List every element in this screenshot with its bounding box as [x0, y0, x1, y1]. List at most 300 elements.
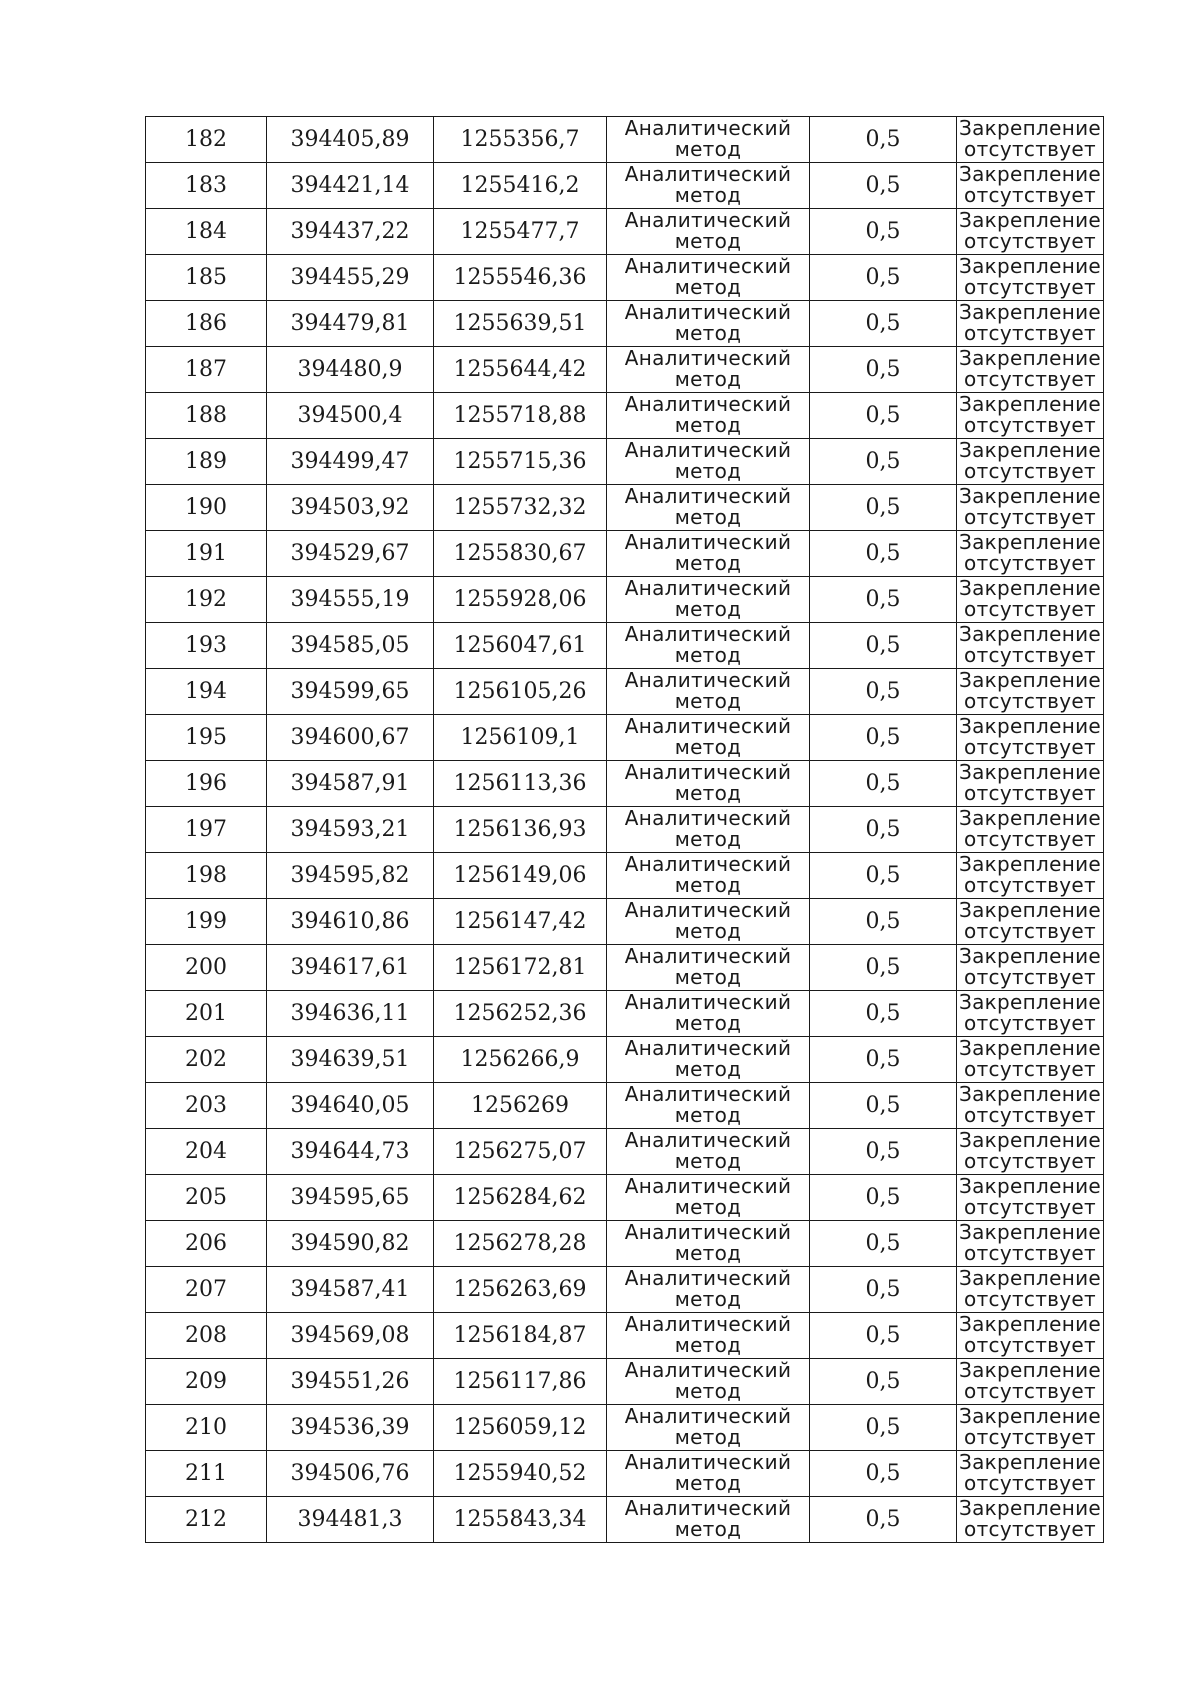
fixation-line-1: Закрепление — [958, 1220, 1101, 1244]
method-cell — [607, 393, 810, 439]
fixation-cell — [957, 117, 1104, 163]
method-line-2: метод — [674, 367, 742, 391]
accuracy-cell: 0,5 — [810, 853, 957, 899]
method-line-2: метод — [674, 597, 742, 621]
x-coordinate-cell: 394405,89 — [267, 117, 434, 163]
fixation-cell — [957, 1175, 1104, 1221]
method-cell — [607, 209, 810, 255]
fixation-line-2: отсутствует — [964, 1471, 1096, 1495]
accuracy-cell: 0,5 — [810, 393, 957, 439]
accuracy-cell: 0,5 — [810, 1359, 957, 1405]
fixation-line-2: отсутствует — [964, 1149, 1096, 1173]
y-coordinate-cell: 1255928,06 — [434, 577, 607, 623]
fixation-line-1: Закрепление — [958, 668, 1101, 692]
point-number-cell: 210 — [146, 1405, 267, 1451]
table-row — [146, 1037, 1104, 1083]
table-row — [146, 761, 1104, 807]
y-coordinate-cell: 1256105,26 — [434, 669, 607, 715]
accuracy-cell: 0,5 — [810, 1497, 957, 1543]
method-line-2: метод — [674, 1149, 742, 1173]
fixation-line-1: Закрепление — [958, 622, 1101, 646]
x-coordinate-cell: 394506,76 — [267, 1451, 434, 1497]
y-coordinate-cell: 1255477,7 — [434, 209, 607, 255]
table-row — [146, 853, 1104, 899]
fixation-line-1: Закрепление — [958, 346, 1101, 370]
method-cell — [607, 1497, 810, 1543]
y-coordinate-cell: 1255718,88 — [434, 393, 607, 439]
table-row — [146, 393, 1104, 439]
fixation-line-2: отсутствует — [964, 413, 1096, 437]
fixation-cell — [957, 255, 1104, 301]
accuracy-cell: 0,5 — [810, 715, 957, 761]
fixation-cell — [957, 669, 1104, 715]
fixation-line-2: отсутствует — [964, 689, 1096, 713]
method-line-2: метод — [674, 1195, 742, 1219]
method-line-1: Аналитический — [624, 852, 792, 876]
table-body — [146, 117, 1104, 1543]
x-coordinate-cell: 394529,67 — [267, 531, 434, 577]
method-line-1: Аналитический — [624, 1082, 792, 1106]
accuracy-cell: 0,5 — [810, 1129, 957, 1175]
method-line-1: Аналитический — [624, 438, 792, 462]
table-row — [146, 485, 1104, 531]
fixation-line-1: Закрепление — [958, 1266, 1101, 1290]
fixation-cell — [957, 531, 1104, 577]
y-coordinate-cell: 1256136,93 — [434, 807, 607, 853]
method-line-2: метод — [674, 183, 742, 207]
fixation-line-2: отсутствует — [964, 597, 1096, 621]
accuracy-cell: 0,5 — [810, 163, 957, 209]
method-line-2: метод — [674, 735, 742, 759]
table-row — [146, 715, 1104, 761]
point-number-cell: 194 — [146, 669, 267, 715]
fixation-cell — [957, 1359, 1104, 1405]
method-line-2: метод — [674, 689, 742, 713]
accuracy-cell: 0,5 — [810, 1267, 957, 1313]
accuracy-cell: 0,5 — [810, 1083, 957, 1129]
x-coordinate-cell: 394599,65 — [267, 669, 434, 715]
method-line-1: Аналитический — [624, 392, 792, 416]
method-cell — [607, 1221, 810, 1267]
fixation-line-1: Закрепление — [958, 760, 1101, 784]
fixation-line-2: отсутствует — [964, 551, 1096, 575]
method-cell — [607, 669, 810, 715]
method-line-1: Аналитический — [624, 162, 792, 186]
point-number-cell: 187 — [146, 347, 267, 393]
fixation-line-2: отсутствует — [964, 1517, 1096, 1541]
point-number-cell: 188 — [146, 393, 267, 439]
method-line-2: метод — [674, 275, 742, 299]
x-coordinate-cell: 394437,22 — [267, 209, 434, 255]
accuracy-cell: 0,5 — [810, 623, 957, 669]
method-cell — [607, 163, 810, 209]
fixation-line-1: Закрепление — [958, 806, 1101, 830]
accuracy-cell: 0,5 — [810, 577, 957, 623]
fixation-line-1: Закрепление — [958, 300, 1101, 324]
method-line-2: метод — [674, 1057, 742, 1081]
point-number-cell: 206 — [146, 1221, 267, 1267]
fixation-cell — [957, 439, 1104, 485]
method-line-2: метод — [674, 137, 742, 161]
point-number-cell: 199 — [146, 899, 267, 945]
fixation-cell — [957, 1037, 1104, 1083]
fixation-line-1: Закрепление — [958, 1312, 1101, 1336]
fixation-cell — [957, 1267, 1104, 1313]
point-number-cell: 211 — [146, 1451, 267, 1497]
x-coordinate-cell: 394639,51 — [267, 1037, 434, 1083]
fixation-line-1: Закрепление — [958, 1082, 1101, 1106]
x-coordinate-cell: 394610,86 — [267, 899, 434, 945]
method-cell — [607, 485, 810, 531]
table-row — [146, 1451, 1104, 1497]
point-number-cell: 184 — [146, 209, 267, 255]
x-coordinate-cell: 394536,39 — [267, 1405, 434, 1451]
method-cell — [607, 1405, 810, 1451]
accuracy-cell: 0,5 — [810, 945, 957, 991]
x-coordinate-cell: 394481,3 — [267, 1497, 434, 1543]
method-line-1: Аналитический — [624, 622, 792, 646]
y-coordinate-cell: 1256117,86 — [434, 1359, 607, 1405]
fixation-line-2: отсутствует — [964, 459, 1096, 483]
fixation-line-1: Закрепление — [958, 392, 1101, 416]
point-number-cell: 185 — [146, 255, 267, 301]
method-line-2: метод — [674, 965, 742, 989]
y-coordinate-cell: 1255644,42 — [434, 347, 607, 393]
method-line-2: метод — [674, 459, 742, 483]
fixation-line-1: Закрепление — [958, 1036, 1101, 1060]
fixation-line-2: отсутствует — [964, 275, 1096, 299]
y-coordinate-cell: 1256278,28 — [434, 1221, 607, 1267]
x-coordinate-cell: 394587,91 — [267, 761, 434, 807]
y-coordinate-cell: 1256059,12 — [434, 1405, 607, 1451]
accuracy-cell: 0,5 — [810, 669, 957, 715]
method-line-1: Аналитический — [624, 944, 792, 968]
method-cell — [607, 347, 810, 393]
point-number-cell: 207 — [146, 1267, 267, 1313]
table-row — [146, 255, 1104, 301]
y-coordinate-cell: 1255639,51 — [434, 301, 607, 347]
x-coordinate-cell: 394551,26 — [267, 1359, 434, 1405]
method-cell — [607, 1175, 810, 1221]
y-coordinate-cell: 1255732,32 — [434, 485, 607, 531]
fixation-line-2: отсутствует — [964, 1011, 1096, 1035]
point-number-cell: 182 — [146, 117, 267, 163]
method-line-1: Аналитический — [624, 576, 792, 600]
table-row — [146, 117, 1104, 163]
y-coordinate-cell: 1255356,7 — [434, 117, 607, 163]
y-coordinate-cell: 1255546,36 — [434, 255, 607, 301]
fixation-line-1: Закрепление — [958, 208, 1101, 232]
fixation-line-1: Закрепление — [958, 944, 1101, 968]
point-number-cell: 186 — [146, 301, 267, 347]
y-coordinate-cell: 1256149,06 — [434, 853, 607, 899]
fixation-line-1: Закрепление — [958, 1128, 1101, 1152]
point-number-cell: 195 — [146, 715, 267, 761]
fixation-line-1: Закрепление — [958, 714, 1101, 738]
x-coordinate-cell: 394590,82 — [267, 1221, 434, 1267]
method-line-2: метод — [674, 1011, 742, 1035]
fixation-cell — [957, 1129, 1104, 1175]
accuracy-cell: 0,5 — [810, 301, 957, 347]
y-coordinate-cell: 1256269 — [434, 1083, 607, 1129]
x-coordinate-cell: 394503,92 — [267, 485, 434, 531]
accuracy-cell: 0,5 — [810, 761, 957, 807]
method-cell — [607, 301, 810, 347]
accuracy-cell: 0,5 — [810, 209, 957, 255]
method-line-2: метод — [674, 229, 742, 253]
point-number-cell: 204 — [146, 1129, 267, 1175]
method-cell — [607, 117, 810, 163]
x-coordinate-cell: 394500,4 — [267, 393, 434, 439]
table-row — [146, 623, 1104, 669]
method-line-1: Аналитический — [624, 1266, 792, 1290]
accuracy-cell: 0,5 — [810, 117, 957, 163]
table-row — [146, 1267, 1104, 1313]
y-coordinate-cell: 1255830,67 — [434, 531, 607, 577]
x-coordinate-cell: 394585,05 — [267, 623, 434, 669]
method-line-2: метод — [674, 643, 742, 667]
method-line-1: Аналитический — [624, 806, 792, 830]
x-coordinate-cell: 394640,05 — [267, 1083, 434, 1129]
fixation-line-1: Закрепление — [958, 990, 1101, 1014]
accuracy-cell: 0,5 — [810, 1221, 957, 1267]
fixation-line-2: отсутствует — [964, 137, 1096, 161]
y-coordinate-cell: 1256252,36 — [434, 991, 607, 1037]
fixation-line-2: отсутствует — [964, 183, 1096, 207]
x-coordinate-cell: 394617,61 — [267, 945, 434, 991]
table-row — [146, 163, 1104, 209]
method-cell — [607, 807, 810, 853]
fixation-line-2: отсутствует — [964, 827, 1096, 851]
fixation-line-2: отсутствует — [964, 1057, 1096, 1081]
method-line-2: метод — [674, 873, 742, 897]
method-line-2: метод — [674, 1333, 742, 1357]
fixation-cell — [957, 577, 1104, 623]
table-row — [146, 1313, 1104, 1359]
x-coordinate-cell: 394600,67 — [267, 715, 434, 761]
method-line-1: Аналитический — [624, 1450, 792, 1474]
method-cell — [607, 1037, 810, 1083]
y-coordinate-cell: 1255715,36 — [434, 439, 607, 485]
fixation-line-1: Закрепление — [958, 530, 1101, 554]
x-coordinate-cell: 394480,9 — [267, 347, 434, 393]
fixation-cell — [957, 991, 1104, 1037]
method-line-1: Аналитический — [624, 668, 792, 692]
table-row — [146, 531, 1104, 577]
method-cell — [607, 1451, 810, 1497]
y-coordinate-cell: 1256109,1 — [434, 715, 607, 761]
fixation-line-2: отсутствует — [964, 873, 1096, 897]
accuracy-cell: 0,5 — [810, 1037, 957, 1083]
fixation-cell — [957, 715, 1104, 761]
method-cell — [607, 991, 810, 1037]
method-cell — [607, 439, 810, 485]
method-line-2: метод — [674, 321, 742, 345]
method-cell — [607, 577, 810, 623]
table-row — [146, 807, 1104, 853]
fixation-cell — [957, 899, 1104, 945]
method-cell — [607, 1267, 810, 1313]
fixation-cell — [957, 163, 1104, 209]
fixation-cell — [957, 209, 1104, 255]
method-line-1: Аналитический — [624, 714, 792, 738]
method-line-1: Аналитический — [624, 1174, 792, 1198]
fixation-line-1: Закрепление — [958, 116, 1101, 140]
table-row — [146, 1175, 1104, 1221]
fixation-cell — [957, 1221, 1104, 1267]
accuracy-cell: 0,5 — [810, 439, 957, 485]
accuracy-cell: 0,5 — [810, 1313, 957, 1359]
y-coordinate-cell: 1256047,61 — [434, 623, 607, 669]
point-number-cell: 191 — [146, 531, 267, 577]
table-row — [146, 899, 1104, 945]
fixation-line-1: Закрепление — [958, 576, 1101, 600]
point-number-cell: 208 — [146, 1313, 267, 1359]
method-cell — [607, 853, 810, 899]
fixation-line-2: отсутствует — [964, 1333, 1096, 1357]
y-coordinate-cell: 1255940,52 — [434, 1451, 607, 1497]
fixation-line-1: Закрепление — [958, 898, 1101, 922]
x-coordinate-cell: 394499,47 — [267, 439, 434, 485]
coordinates-table — [145, 116, 1104, 1543]
method-line-1: Аналитический — [624, 1496, 792, 1520]
table-row — [146, 209, 1104, 255]
method-line-1: Аналитический — [624, 530, 792, 554]
fixation-cell — [957, 1083, 1104, 1129]
accuracy-cell: 0,5 — [810, 1175, 957, 1221]
method-line-1: Аналитический — [624, 1312, 792, 1336]
method-cell — [607, 255, 810, 301]
accuracy-cell: 0,5 — [810, 1451, 957, 1497]
accuracy-cell: 0,5 — [810, 531, 957, 577]
x-coordinate-cell: 394421,14 — [267, 163, 434, 209]
fixation-line-2: отсутствует — [964, 367, 1096, 391]
point-number-cell: 205 — [146, 1175, 267, 1221]
table-row — [146, 669, 1104, 715]
point-number-cell: 200 — [146, 945, 267, 991]
x-coordinate-cell: 394595,65 — [267, 1175, 434, 1221]
method-line-2: метод — [674, 1287, 742, 1311]
fixation-line-1: Закрепление — [958, 254, 1101, 278]
y-coordinate-cell: 1256266,9 — [434, 1037, 607, 1083]
x-coordinate-cell: 394587,41 — [267, 1267, 434, 1313]
fixation-line-2: отсутствует — [964, 643, 1096, 667]
method-line-1: Аналитический — [624, 208, 792, 232]
point-number-cell: 198 — [146, 853, 267, 899]
fixation-line-1: Закрепление — [958, 162, 1101, 186]
fixation-line-1: Закрепление — [958, 852, 1101, 876]
table-row — [146, 991, 1104, 1037]
method-cell — [607, 531, 810, 577]
fixation-cell — [957, 853, 1104, 899]
table-row — [146, 301, 1104, 347]
fixation-cell — [957, 1405, 1104, 1451]
method-line-2: метод — [674, 781, 742, 805]
fixation-line-2: отсутствует — [964, 781, 1096, 805]
method-line-1: Аналитический — [624, 116, 792, 140]
y-coordinate-cell: 1256263,69 — [434, 1267, 607, 1313]
accuracy-cell: 0,5 — [810, 1405, 957, 1451]
fixation-line-2: отсутствует — [964, 1379, 1096, 1403]
method-line-1: Аналитический — [624, 254, 792, 278]
fixation-line-1: Закрепление — [958, 1450, 1101, 1474]
x-coordinate-cell: 394595,82 — [267, 853, 434, 899]
table-row — [146, 1405, 1104, 1451]
method-line-1: Аналитический — [624, 1128, 792, 1152]
fixation-line-2: отсутствует — [964, 1287, 1096, 1311]
method-line-1: Аналитический — [624, 1358, 792, 1382]
point-number-cell: 193 — [146, 623, 267, 669]
method-cell — [607, 1129, 810, 1175]
method-line-2: метод — [674, 551, 742, 575]
table-row — [146, 347, 1104, 393]
fixation-line-2: отсутствует — [964, 229, 1096, 253]
point-number-cell: 183 — [146, 163, 267, 209]
accuracy-cell: 0,5 — [810, 347, 957, 393]
method-cell — [607, 1313, 810, 1359]
method-line-1: Аналитический — [624, 1036, 792, 1060]
fixation-line-1: Закрепление — [958, 1496, 1101, 1520]
method-cell — [607, 1359, 810, 1405]
method-cell — [607, 945, 810, 991]
table-row — [146, 577, 1104, 623]
accuracy-cell: 0,5 — [810, 807, 957, 853]
point-number-cell: 197 — [146, 807, 267, 853]
method-line-1: Аналитический — [624, 1404, 792, 1428]
point-number-cell: 209 — [146, 1359, 267, 1405]
method-line-2: метод — [674, 1379, 742, 1403]
fixation-line-1: Закрепление — [958, 438, 1101, 462]
method-cell — [607, 899, 810, 945]
point-number-cell: 203 — [146, 1083, 267, 1129]
fixation-cell — [957, 761, 1104, 807]
table-row — [146, 1497, 1104, 1543]
method-line-2: метод — [674, 827, 742, 851]
method-cell — [607, 623, 810, 669]
x-coordinate-cell: 394644,73 — [267, 1129, 434, 1175]
fixation-line-1: Закрепление — [958, 484, 1101, 508]
method-line-1: Аналитический — [624, 898, 792, 922]
accuracy-cell: 0,5 — [810, 899, 957, 945]
table-row — [146, 1359, 1104, 1405]
x-coordinate-cell: 394569,08 — [267, 1313, 434, 1359]
accuracy-cell: 0,5 — [810, 485, 957, 531]
fixation-line-1: Закрепление — [958, 1174, 1101, 1198]
y-coordinate-cell: 1256284,62 — [434, 1175, 607, 1221]
table-row — [146, 945, 1104, 991]
point-number-cell: 192 — [146, 577, 267, 623]
table-row — [146, 1221, 1104, 1267]
method-line-1: Аналитический — [624, 300, 792, 324]
fixation-cell — [957, 1313, 1104, 1359]
method-cell — [607, 1083, 810, 1129]
point-number-cell: 196 — [146, 761, 267, 807]
method-line-2: метод — [674, 1103, 742, 1127]
fixation-line-1: Закрепление — [958, 1358, 1101, 1382]
method-line-2: метод — [674, 1471, 742, 1495]
x-coordinate-cell: 394455,29 — [267, 255, 434, 301]
point-number-cell: 190 — [146, 485, 267, 531]
fixation-cell — [957, 807, 1104, 853]
method-line-1: Аналитический — [624, 484, 792, 508]
fixation-cell — [957, 945, 1104, 991]
fixation-cell — [957, 1451, 1104, 1497]
y-coordinate-cell: 1256113,36 — [434, 761, 607, 807]
table-row — [146, 1083, 1104, 1129]
fixation-cell — [957, 1497, 1104, 1543]
y-coordinate-cell: 1255843,34 — [434, 1497, 607, 1543]
y-coordinate-cell: 1256147,42 — [434, 899, 607, 945]
